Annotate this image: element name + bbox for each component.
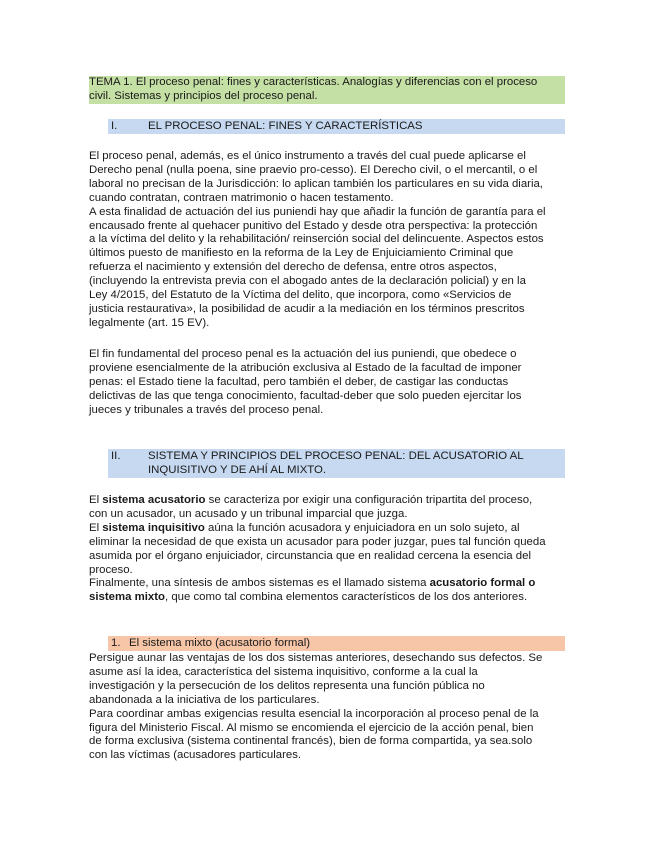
text-line: asume así la idea, característica del sistema inquisitivo, conforme a la cual la: [89, 665, 478, 678]
section-2-body: [89, 494, 569, 605]
text-line: eliminar la necesidad de que exista un acusador para poder juzgar, pues tal función queda: [89, 535, 546, 548]
text-line: con las víctimas (acusadores particulares.: [89, 749, 302, 762]
subsection-1-heading: [108, 636, 565, 651]
text-line: refuerza el nacimiento y extensión del derecho de defensa, entre otros aspectos,: [89, 261, 497, 274]
section-1-paragraph-2: [89, 348, 569, 418]
text-line: legalmente (art. 15 EV).: [89, 316, 210, 329]
text-run: Finalmente, una síntesis de ambos sistemas es el llamado sistema: [89, 577, 430, 590]
topic-title-line-2: civil. Sistemas y principios del proceso penal.: [89, 89, 318, 102]
section-1-heading: [108, 119, 565, 134]
text-line: proceso.: [89, 563, 133, 576]
text-line: encausado frente al quehacer punitivo del Estado y desde otra perspectiva: la protección: [89, 219, 538, 232]
text-line: delictivas de las que tenga conocimiento, facultad-deber que solo pueden ejercitar los: [89, 389, 522, 402]
text-line: cuando contratan, contraen matrimonio o hacen testamento.: [89, 191, 394, 204]
subsection-1-title: El sistema mixto (acusatorio formal): [129, 637, 311, 649]
term-sistema-inquisitivo: sistema inquisitivo: [102, 521, 205, 534]
text-run: aúna la función acusadora y enjuiciadora en un solo sujeto, al: [204, 521, 520, 534]
text-line: de forma exclusiva (sistema continental francés), bien de forma compartida, ya sea.solo: [89, 735, 533, 748]
text-run: El: [89, 494, 103, 506]
text-line: proviene esencialmente de la atribución exclusiva al Estado de la facultad de imponer: [89, 361, 522, 374]
text-line: laboral no precisan de la Jurisdicción: lo aplican también los particulares en su vida diaria,: [89, 177, 543, 190]
term-sistema-acusatorio: sistema acusatorio: [102, 494, 206, 506]
text-line: jueces y tribunales a través del proceso penal.: [89, 403, 324, 416]
section-1-title: EL PROCESO PENAL: FINES Y CARACTERÍSTICAS: [148, 120, 423, 132]
text-run: El: [89, 521, 103, 534]
subsection-1-body: [89, 652, 569, 763]
text-line: Ley 4/2015, del Estatuto de la Víctima del delito, que incorpora, como «Servicios de: [89, 289, 512, 302]
text-run: se caracteriza por exigir una configuración tripartita del proceso,: [205, 494, 533, 506]
section-2-title: [148, 450, 524, 478]
text-line: justicia restaurativa», la posibilidad de acudir a la mediación en los términos prescritos: [89, 302, 525, 315]
finalmente-line-2: [89, 591, 569, 605]
text-line: a la víctima del delito y la rehabilitación/ reinserción social del delincuente. Aspectos estos: [89, 233, 544, 246]
section-2-number: II.: [111, 450, 121, 462]
text-line: asumida por el órgano enjuiciador, circunstancia que en realidad cercena la esencia del: [89, 549, 531, 562]
text-line: A esta finalidad de actuación del ius puniendi hay que añadir la función de garantía para el: [89, 205, 546, 218]
text-line: últimos puesto de manifiesto en la reforma de la Ley de Enjuiciamiento Criminal que: [89, 247, 514, 260]
section-1-paragraph-1: [89, 150, 569, 331]
text-run: , que como tal combina elementos característicos de los dos anteriores.: [164, 591, 528, 604]
text-line: El proceso penal, además, es el único instrumento a través del cual puede aplicarse el: [89, 150, 526, 162]
subsection-1-number: 1.: [111, 637, 121, 649]
text-line: Derecho penal (nulla poena, sine praevio pro-cesso). El Derecho civil, o el mercantil, o el: [89, 163, 538, 176]
topic-title: [89, 76, 565, 104]
section-2-title-line-1: SISTEMA Y PRINCIPIOS DEL PROCESO PENAL: DEL ACUSATORIO AL: [148, 450, 524, 462]
section-2-heading: [108, 449, 565, 478]
term-acusatorio-formal: acusatorio formal o: [429, 577, 536, 590]
text-line: Para coordinar ambas exigencias resulta esencial la incorporación al proceso penal de la: [89, 707, 539, 720]
text-line: (incluyendo la entrevista previa con el abogado antes de la declaración policial) y en la: [89, 275, 526, 288]
text-line: abandonada a la iniciativa de los particulares.: [89, 693, 320, 706]
section-2-title-line-2: INQUISITIVO Y DE AHÍ AL MIXTO.: [148, 463, 327, 476]
text-line: penas: el Estado tiene la facultad, pero también el deber, de castigar las conductas: [89, 375, 509, 388]
text-line: Persigue aunar las ventajas de los dos sistemas anteriores, desechando sus defectos. Se: [89, 652, 543, 664]
text-line: con un acusador, un acusado y un tribunal imparcial que juzga.: [89, 507, 408, 520]
text-line: figura del Ministerio Fiscal. Al mismo se encomienda el ejercicio de la acción penal, bien: [89, 721, 534, 734]
text-line: El fin fundamental del proceso penal es la actuación del ius puniendi, que obedece o: [89, 348, 517, 360]
term-sistema-mixto: sistema mixto: [89, 591, 165, 604]
section-1-number: I.: [111, 120, 118, 132]
text-line: investigación y la persecución de los delitos representa una función pública no: [89, 679, 485, 692]
acusatorio-line-1: [89, 494, 569, 508]
inquisitivo-line-1: [89, 522, 569, 536]
finalmente-line-1: [89, 577, 569, 591]
topic-title-line-1: TEMA 1. El proceso penal: fines y características. Analogías y diferencias con el proceso: [89, 76, 538, 88]
